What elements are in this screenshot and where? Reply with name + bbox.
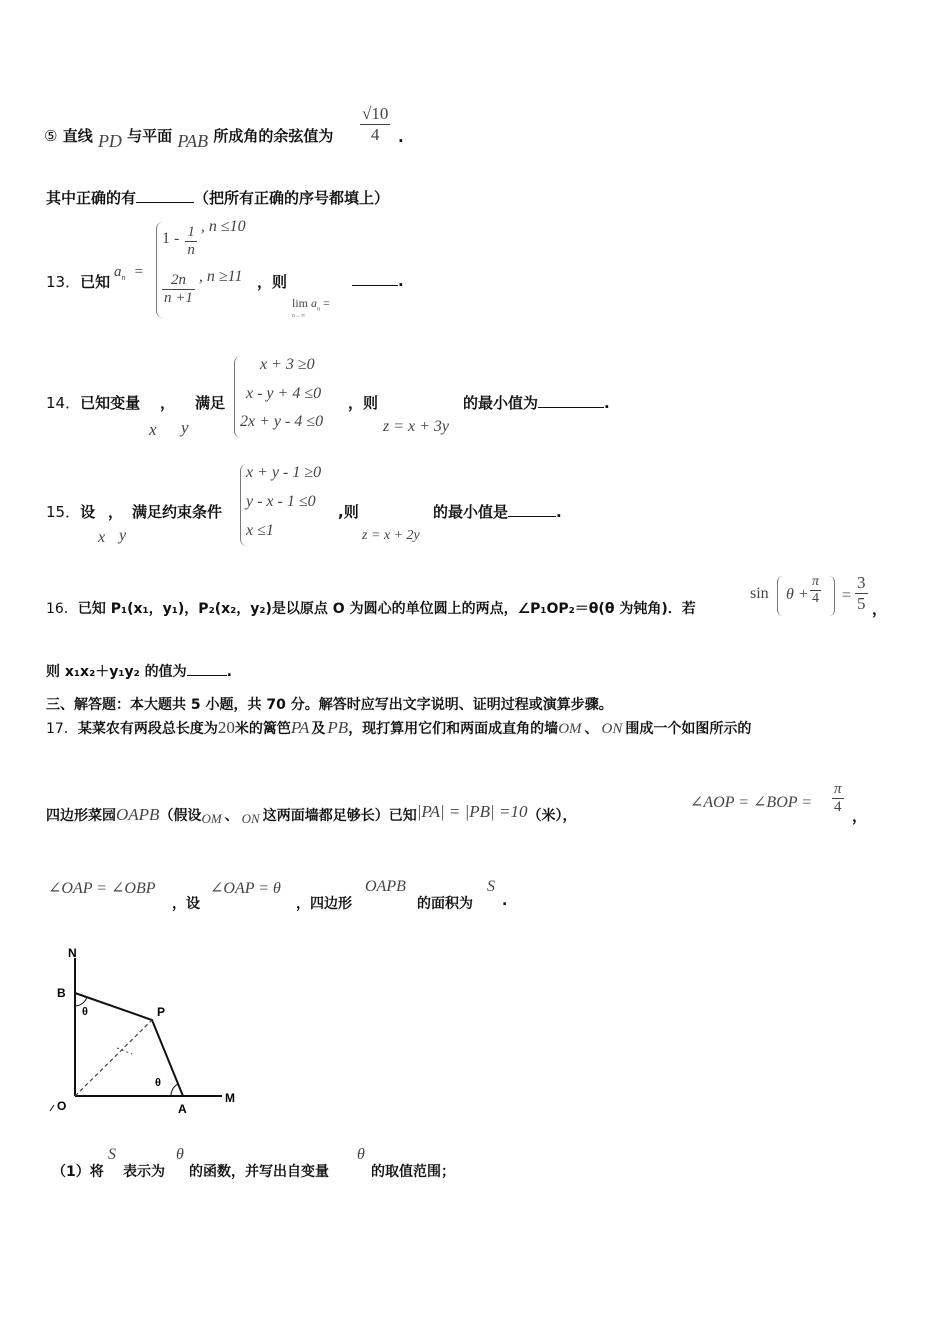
q17-l1d: 围成一个如图所示的 [625, 721, 752, 737]
q17-l2c: 这两面墙都足够长）已知 [262, 808, 417, 824]
q17-pi-over-4 [832, 781, 844, 816]
denominator-4: 4 [834, 799, 842, 815]
q16-line2-text: 则 x₁x₂＋y₁y₂ 的值为 [46, 664, 187, 680]
theta-plus: θ + [786, 586, 809, 603]
q17-sep: 、 [584, 721, 599, 737]
q15-then: ,则 [338, 503, 359, 521]
case1-pre: 1 - [162, 230, 180, 248]
label-b: B [57, 986, 66, 1000]
q14-then: ，则 [348, 394, 379, 412]
var-y: y [119, 527, 127, 544]
angle-oap-theta: ∠OAP = θ [210, 880, 281, 897]
tick-mark [50, 1105, 54, 1111]
question-number: 17． [46, 721, 78, 737]
lim-a: a [311, 296, 318, 310]
fraction-numerator: √10 [362, 104, 389, 123]
sub1-text-c: 的取值范围； [371, 1164, 455, 1180]
q13-case2 [162, 268, 243, 307]
case1-fraction [185, 224, 197, 259]
var-y: y [181, 418, 189, 437]
q15-tail-text: 的最小值是 [433, 503, 509, 521]
var-x: x [149, 420, 157, 439]
var-a: a [114, 264, 122, 280]
q17-l2b: （假设 [159, 808, 202, 824]
q13-case1 [162, 218, 246, 259]
q13-lead [46, 271, 110, 292]
q15-lead-text: 设 [80, 503, 96, 521]
q14-objective: z = x + 3y [383, 418, 450, 435]
answer-blank[interactable] [136, 188, 194, 203]
q17-l1a: 某菜农有两段总长度为 [77, 721, 218, 737]
q14-constraint-2: x - y + 4 ≤0 [246, 385, 322, 402]
equals: = [134, 264, 144, 280]
q16-line2 [46, 661, 232, 681]
length-20: 20 [217, 718, 235, 737]
q13-limit [292, 296, 330, 312]
angle-oap-obp: ∠OAP = ∠OBP [48, 880, 156, 897]
section-heading: 三、解答题：本大题共 5 小题，共 70 分。解答时应写出文字说明、证明过程或演算步骤。 [46, 697, 613, 713]
q17-l2d: （米）， [527, 808, 577, 824]
question-number: 13． [46, 273, 81, 291]
pa-pb-equation: |PA| = |PB| =10 [416, 802, 528, 821]
answer-blank[interactable] [187, 661, 227, 676]
question-number: 15． [46, 503, 81, 521]
q14-end: . [604, 394, 610, 412]
q17-l1b: 米的篱笆 [234, 721, 291, 737]
q16-pi-over-4 [810, 574, 821, 607]
case1-den: n [187, 242, 195, 258]
sub-n: n [121, 273, 126, 283]
var-oapb: OAPB [116, 805, 160, 824]
var-theta: θ [357, 1146, 365, 1163]
q14-lead-text: 已知变量 [80, 394, 141, 412]
rhs-numerator: 3 [857, 573, 866, 592]
var-s: S [487, 878, 495, 895]
answer-blank[interactable] [352, 271, 398, 286]
q14-constraint-1: x + 3 ≥0 [260, 356, 315, 373]
q14-constraint-3: 2x + y - 4 ≤0 [240, 413, 324, 430]
label-a: A [178, 1102, 187, 1116]
var-pa: PA [290, 718, 310, 737]
pi-symbol: π [834, 781, 842, 797]
angle-arc-a [171, 1084, 178, 1096]
q17-l3a: ，设 [172, 896, 200, 912]
answer-summary [46, 187, 389, 208]
lim-sub: n [317, 306, 321, 313]
var-pab: PAB [177, 131, 209, 151]
q16-three-fifths [855, 573, 868, 614]
q15-constraint-1: x + y - 1 ≥0 [246, 464, 322, 481]
q14-tail-text: 的最小值为 [463, 394, 539, 412]
q15-constraint-3: x ≤1 [246, 522, 274, 539]
q17-sep: 、 [224, 808, 239, 824]
angle-arc-b [75, 997, 87, 1006]
q17-l3b: ，四边形 [296, 896, 352, 912]
circled-number: ⑤ [44, 127, 58, 145]
var-x: x [98, 529, 106, 546]
var-theta: θ [176, 1146, 184, 1163]
q13-end: . [398, 272, 404, 290]
summary-suffix: （把所有正确的序号都填上） [194, 189, 390, 207]
q13-sequence-var [114, 261, 143, 282]
item5-text-c: 所成角的余弦值为 [213, 127, 334, 145]
var-pd: PD [97, 131, 122, 151]
answer-blank[interactable] [538, 393, 604, 408]
equals: = [842, 587, 852, 604]
sub1-label: （1）将 [52, 1164, 104, 1180]
var-s: S [108, 1146, 116, 1163]
q17-line1 [46, 718, 751, 738]
q17-l1c: ，现打算用它们和两面成直角的墙 [348, 721, 559, 737]
q16-text: 已知 P₁(x₁，y₁)，P₂(x₂，y₂)是以原点 O 为圆心的单位圆上的两点，∠P₁OP₂＝θ(θ 为钝角)．若 [77, 601, 696, 617]
q17-and: 及 [311, 721, 326, 737]
case2-fraction [162, 272, 195, 307]
item5-fraction [360, 104, 390, 145]
diagonal-op [75, 1020, 152, 1096]
q14-comma: ， [160, 394, 176, 412]
q17-l3c: 的面积为 [417, 896, 473, 912]
item-5 [44, 125, 334, 151]
q15-satisfy: 满足约束条件 [132, 503, 223, 521]
label-m: M [225, 1091, 235, 1105]
angle-aop-bop: ∠AOP = ∠BOP = [690, 794, 813, 811]
q17-l3-end: . [502, 893, 508, 909]
sub1-text-b: 的函数，并写出自变量 [189, 1164, 329, 1180]
var-om: OM [201, 811, 222, 826]
lim-under: n→∞ [292, 313, 306, 319]
case2-den: n +1 [164, 290, 193, 306]
quadrilateral-figure [40, 938, 250, 1123]
q17-line2 [46, 802, 577, 826]
label-theta-b: θ [82, 1006, 88, 1018]
case1-num: 1 [187, 224, 195, 240]
q13-blank [352, 271, 404, 290]
q14-lead [46, 392, 140, 413]
q15-constraint-2: y - x - 1 ≤0 [246, 493, 316, 510]
label-p: P [157, 1005, 166, 1019]
q15-lead [46, 501, 95, 522]
lim-word: lim [292, 296, 309, 310]
q16-paren-left [777, 576, 783, 616]
q16-end: . [226, 664, 232, 680]
item5-end: . [398, 128, 404, 146]
lim-eq: = [323, 296, 330, 310]
q15-end: . [556, 503, 562, 521]
case2-num: 2n [162, 272, 195, 290]
pi-symbol: π [812, 574, 820, 589]
q16-statement [46, 598, 696, 618]
answer-blank[interactable] [508, 502, 556, 517]
q13-then: ，则 [257, 273, 288, 291]
q17-l2a: 四边形菜园 [46, 808, 116, 824]
sin-word: sin [750, 585, 769, 602]
q17-l2-end: ， [852, 807, 868, 825]
item5-text-b: 与平面 [127, 127, 173, 145]
question-number: 16． [46, 601, 78, 617]
q15-comma: ， [108, 503, 124, 521]
var-oapb: OAPB [365, 878, 406, 895]
q16-comma: ， [872, 600, 888, 618]
case1-cond: , n ≤10 [200, 218, 246, 236]
label-n: N [68, 946, 77, 960]
sub1-text-a: 表示为 [123, 1164, 165, 1180]
summary-prefix: 其中正确的有 [46, 189, 137, 207]
denominator-4: 4 [812, 591, 819, 606]
q15-tail [433, 501, 562, 522]
q13-lead-text: 已知 [80, 273, 111, 291]
label-o: O [57, 1099, 67, 1113]
var-om: OM [558, 721, 582, 737]
case2-cond: , n ≥11 [198, 268, 243, 286]
fraction-denominator: 4 [370, 125, 380, 144]
q15-objective: z = x + 2y [362, 528, 420, 543]
center-dash [117, 1048, 132, 1054]
rhs-denominator: 5 [857, 594, 866, 613]
q14-tail [463, 392, 610, 413]
label-theta-a: θ [155, 1077, 161, 1089]
var-on: ON [241, 811, 260, 826]
item5-text-a: 直线 [62, 127, 93, 145]
q14-satisfy: 满足 [195, 394, 226, 412]
q16-paren-right [829, 576, 835, 616]
var-pb: PB [327, 718, 349, 737]
var-on: ON [601, 721, 623, 737]
question-number: 14． [46, 394, 81, 412]
